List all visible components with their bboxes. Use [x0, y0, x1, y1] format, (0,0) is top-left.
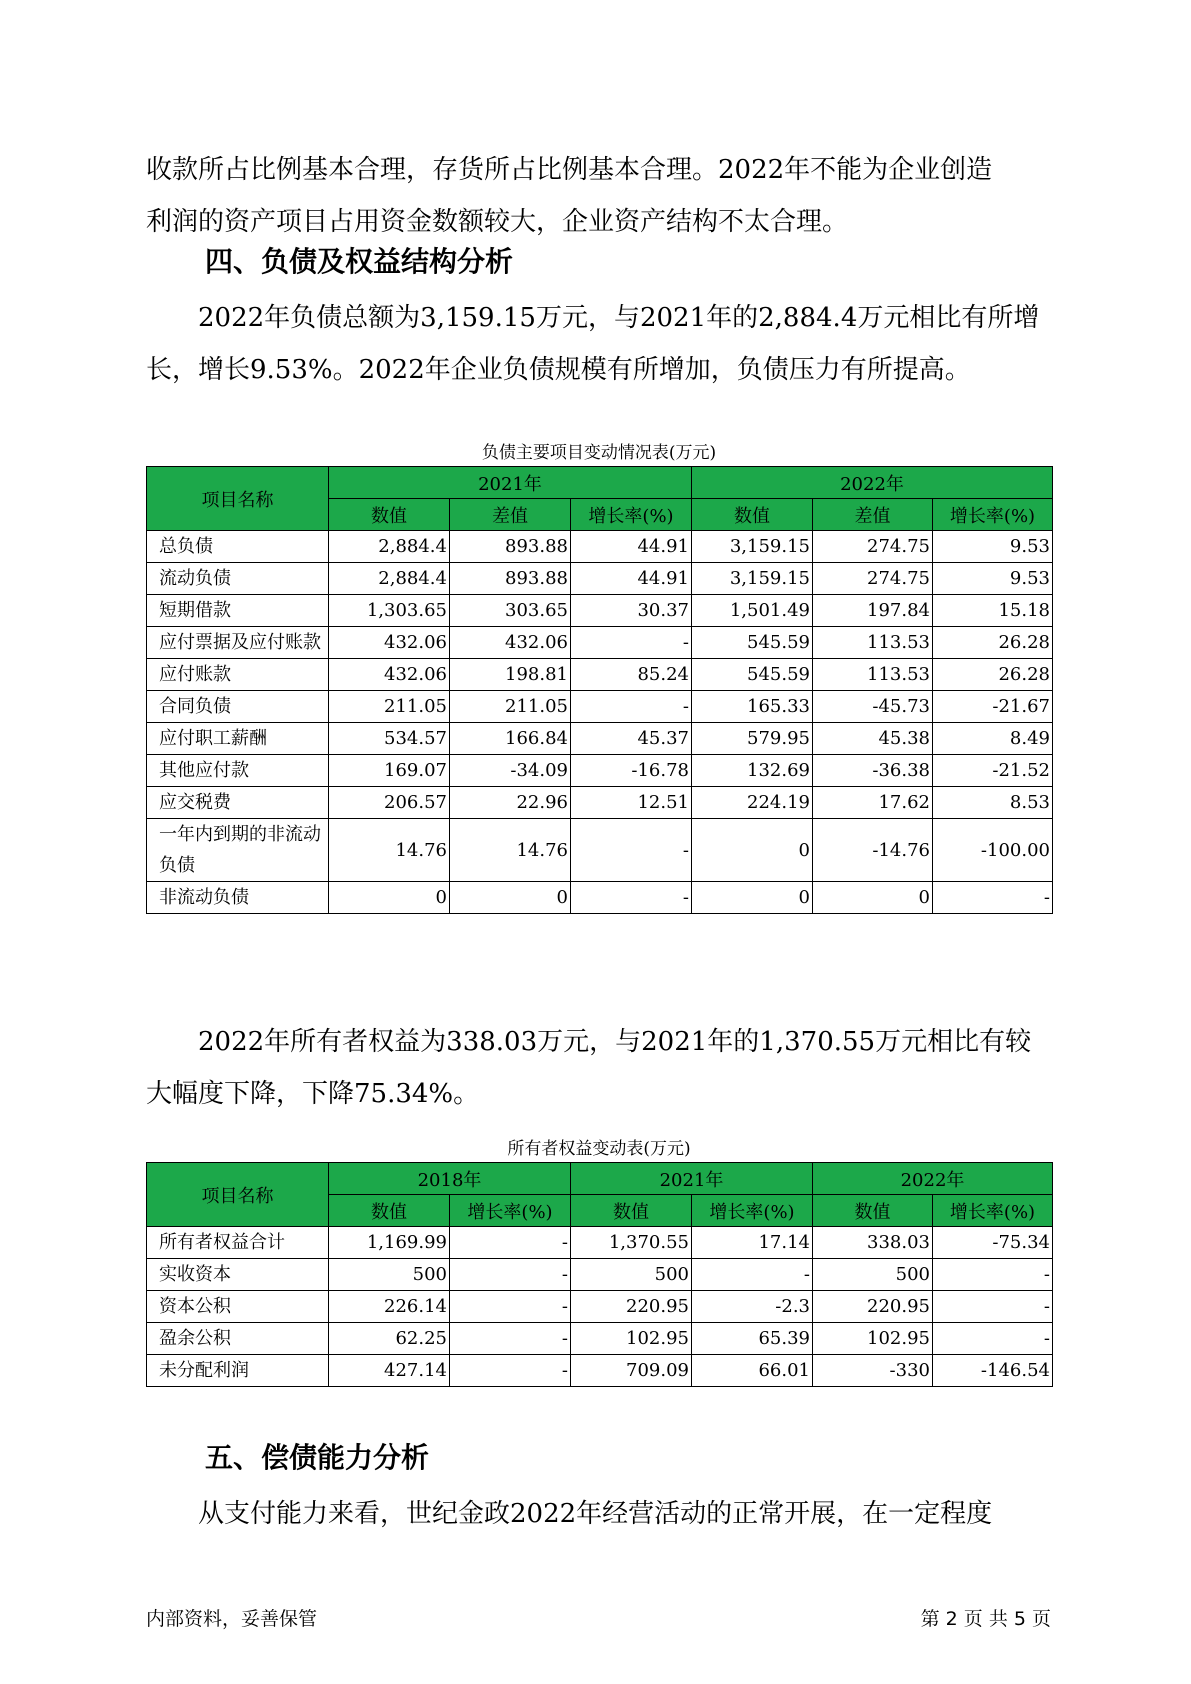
table-cell: 9.53	[933, 531, 1053, 563]
table-cell: 15.18	[933, 595, 1053, 627]
column-header: 差值	[813, 499, 933, 531]
table-cell: 14.76	[329, 819, 450, 882]
table-cell: 45.37	[571, 723, 692, 755]
column-header: 数值	[692, 499, 813, 531]
table-cell: 432.06	[329, 659, 450, 691]
row-label: 其他应付款	[147, 755, 329, 787]
year-header: 2021年	[571, 1163, 813, 1195]
table-cell: 166.84	[450, 723, 571, 755]
table-cell: 211.05	[329, 691, 450, 723]
row-label: 实收资本	[147, 1259, 329, 1291]
table-cell: 132.69	[692, 755, 813, 787]
table-cell: 338.03	[813, 1227, 933, 1259]
table-cell: -330	[813, 1355, 933, 1387]
table-cell: 197.84	[813, 595, 933, 627]
table-cell: -	[571, 819, 692, 882]
table-cell: 1,303.65	[329, 595, 450, 627]
table-cell: 3,159.15	[692, 531, 813, 563]
table-cell: 26.28	[933, 627, 1053, 659]
table-cell: 165.33	[692, 691, 813, 723]
table-cell: 17.14	[692, 1227, 813, 1259]
table-cell: 0	[813, 882, 933, 914]
paragraph-line: 大幅度下降，下降75.34%。	[146, 1079, 480, 1109]
table-cell: 545.59	[692, 627, 813, 659]
liability-table-caption: 负债主要项目变动情况表(万元)	[481, 443, 717, 463]
table-cell: 206.57	[329, 787, 450, 819]
paragraph-line: 长，增长9.53%。2022年企业负债规模有所增加，负债压力有所提高。	[146, 355, 971, 385]
table-cell: 8.49	[933, 723, 1053, 755]
table-row	[147, 627, 1053, 659]
table-cell: 432.06	[450, 627, 571, 659]
table-row	[147, 531, 1053, 563]
table-cell: -	[933, 1259, 1053, 1291]
column-header: 数值	[813, 1195, 933, 1227]
table-cell: 303.65	[450, 595, 571, 627]
paragraph-line: 利润的资产项目占用资金数额较大，企业资产结构不太合理。	[146, 207, 849, 237]
table-row	[147, 1355, 1053, 1387]
equity-paragraph	[146, 1016, 1056, 1120]
table-cell: 432.06	[329, 627, 450, 659]
paragraph-line: 2022年负债总额为3,159.15万元，与2021年的2,884.4万元相比有所增	[198, 303, 1040, 333]
row-label: 短期借款	[147, 595, 329, 627]
year-header: 2018年	[329, 1163, 571, 1195]
table-cell: 224.19	[692, 787, 813, 819]
column-header: 增长率(%)	[933, 1195, 1053, 1227]
table-row	[147, 563, 1053, 595]
table-cell: 545.59	[692, 659, 813, 691]
table-cell: 579.95	[692, 723, 813, 755]
table-cell: 2,884.4	[329, 531, 450, 563]
table-cell: 66.01	[692, 1355, 813, 1387]
table-cell: -	[571, 882, 692, 914]
table-cell: 102.95	[571, 1323, 692, 1355]
table-cell: -21.52	[933, 755, 1053, 787]
row-label: 未分配利润	[147, 1355, 329, 1387]
table-row	[147, 819, 1053, 882]
table-cell: -75.34	[933, 1227, 1053, 1259]
footer-page-number: 第 2 页 共 5 页	[920, 1608, 1051, 1630]
section-heading-5: 五、偿债能力分析	[205, 1441, 430, 1474]
paragraph-line: 收款所占比例基本合理，存货所占比例基本合理。2022年不能为企业创造	[146, 155, 993, 185]
row-label: 应付票据及应付账款	[147, 627, 329, 659]
table-cell: 1,501.49	[692, 595, 813, 627]
section-heading-4: 四、负债及权益结构分析	[205, 245, 514, 278]
table-cell: 12.51	[571, 787, 692, 819]
table-cell: 113.53	[813, 627, 933, 659]
table-cell: 534.57	[329, 723, 450, 755]
column-header: 增长率(%)	[692, 1195, 813, 1227]
row-label: 应交税费	[147, 787, 329, 819]
table-cell: -45.73	[813, 691, 933, 723]
column-header: 增长率(%)	[933, 499, 1053, 531]
liability-table	[146, 466, 1053, 914]
table-cell: 1,370.55	[571, 1227, 692, 1259]
table-cell: 0	[692, 882, 813, 914]
table-cell: 26.28	[933, 659, 1053, 691]
table-cell: 427.14	[329, 1355, 450, 1387]
column-header: 增长率(%)	[571, 499, 692, 531]
table-row	[147, 1291, 1053, 1323]
table-cell: -14.76	[813, 819, 933, 882]
column-header: 差值	[450, 499, 571, 531]
table-cell: 500	[329, 1259, 450, 1291]
table-cell: 3,159.15	[692, 563, 813, 595]
column-header: 数值	[571, 1195, 692, 1227]
table-cell: -21.67	[933, 691, 1053, 723]
table-cell: -	[450, 1291, 571, 1323]
row-label: 资本公积	[147, 1291, 329, 1323]
column-header-name: 项目名称	[147, 467, 329, 531]
table-cell: -36.38	[813, 755, 933, 787]
table-row	[147, 691, 1053, 723]
table-cell: -146.54	[933, 1355, 1053, 1387]
row-label: 应付职工薪酬	[147, 723, 329, 755]
table-row	[147, 659, 1053, 691]
table-cell: 14.76	[450, 819, 571, 882]
row-label: 合同负债	[147, 691, 329, 723]
table-cell: 274.75	[813, 531, 933, 563]
table-cell: -	[450, 1323, 571, 1355]
row-label: 非流动负债	[147, 882, 329, 914]
table-cell: -	[933, 882, 1053, 914]
table-cell: -	[450, 1259, 571, 1291]
table-cell: 893.88	[450, 563, 571, 595]
table-cell: 211.05	[450, 691, 571, 723]
table-row	[147, 1259, 1053, 1291]
table-cell: -2.3	[692, 1291, 813, 1323]
intro-paragraph	[146, 144, 1056, 248]
table-cell: 226.14	[329, 1291, 450, 1323]
table-cell: 44.91	[571, 531, 692, 563]
table-cell: -100.00	[933, 819, 1053, 882]
paragraph-line: 从支付能力来看，世纪金政2022年经营活动的正常开展，在一定程度	[198, 1499, 993, 1529]
table-cell: 44.91	[571, 563, 692, 595]
table-cell: -	[933, 1323, 1053, 1355]
year-header: 2021年	[329, 467, 692, 499]
table-cell: 0	[450, 882, 571, 914]
table-cell: 198.81	[450, 659, 571, 691]
table-row	[147, 882, 1053, 914]
table-cell: 709.09	[571, 1355, 692, 1387]
table-cell: -34.09	[450, 755, 571, 787]
column-header-name: 项目名称	[147, 1163, 329, 1227]
table-cell: -	[450, 1227, 571, 1259]
table-row	[147, 595, 1053, 627]
table-cell: 45.38	[813, 723, 933, 755]
table-cell: -16.78	[571, 755, 692, 787]
table-row	[147, 787, 1053, 819]
table-cell: -	[571, 627, 692, 659]
table-cell: 220.95	[571, 1291, 692, 1323]
table-cell: 113.53	[813, 659, 933, 691]
row-label: 一年内到期的非流动负债	[147, 819, 329, 882]
table-cell: 0	[692, 819, 813, 882]
table-cell: 274.75	[813, 563, 933, 595]
table-cell: 8.53	[933, 787, 1053, 819]
table-cell: 65.39	[692, 1323, 813, 1355]
table-cell: 1,169.99	[329, 1227, 450, 1259]
liability-paragraph	[146, 292, 1056, 396]
table-cell: 85.24	[571, 659, 692, 691]
row-label: 盈余公积	[147, 1323, 329, 1355]
row-label: 应付账款	[147, 659, 329, 691]
table-cell: 500	[813, 1259, 933, 1291]
row-label: 流动负债	[147, 563, 329, 595]
table-cell: -	[692, 1259, 813, 1291]
table-cell: 0	[329, 882, 450, 914]
year-header: 2022年	[813, 1163, 1053, 1195]
table-cell: 62.25	[329, 1323, 450, 1355]
table-cell: -	[571, 691, 692, 723]
table-cell: 9.53	[933, 563, 1053, 595]
footer-confidential-note: 内部资料，妥善保管	[146, 1608, 318, 1630]
table-cell: 500	[571, 1259, 692, 1291]
table-row	[147, 723, 1053, 755]
equity-table	[146, 1162, 1053, 1387]
table-row	[147, 1323, 1053, 1355]
column-header: 增长率(%)	[450, 1195, 571, 1227]
table-cell: 22.96	[450, 787, 571, 819]
table-cell: 220.95	[813, 1291, 933, 1323]
table-cell: -	[450, 1355, 571, 1387]
table-cell: 30.37	[571, 595, 692, 627]
table-cell: 893.88	[450, 531, 571, 563]
table-cell: 169.07	[329, 755, 450, 787]
solvency-paragraph	[146, 1488, 1056, 1540]
table-row	[147, 1227, 1053, 1259]
table-cell: 2,884.4	[329, 563, 450, 595]
column-header: 数值	[329, 1195, 450, 1227]
table-cell: 102.95	[813, 1323, 933, 1355]
table-cell: 17.62	[813, 787, 933, 819]
row-label: 所有者权益合计	[147, 1227, 329, 1259]
table-cell: -	[933, 1291, 1053, 1323]
paragraph-line: 2022年所有者权益为338.03万元，与2021年的1,370.55万元相比有较	[198, 1027, 1032, 1057]
equity-table-caption: 所有者权益变动表(万元)	[507, 1139, 691, 1159]
column-header: 数值	[329, 499, 450, 531]
table-row	[147, 755, 1053, 787]
row-label: 总负债	[147, 531, 329, 563]
year-header: 2022年	[692, 467, 1053, 499]
